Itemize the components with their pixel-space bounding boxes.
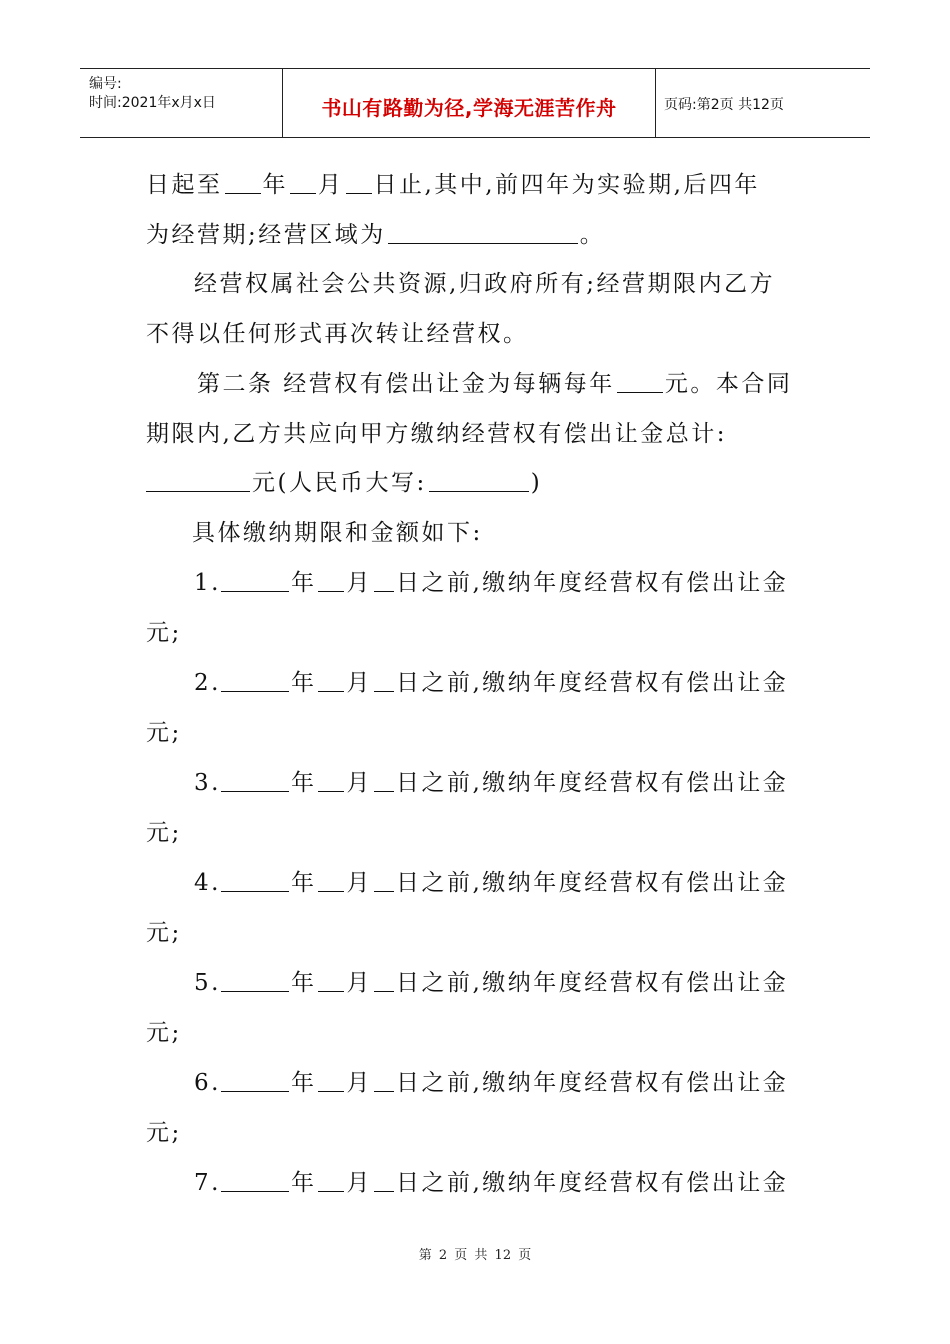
text-fragment: 日之前,缴纳年度经营权有偿出让金 [395,870,789,896]
text-line-1 [146,170,760,200]
blank-year [221,969,289,992]
text-fragment: 年 [290,1170,317,1196]
text-fragment: 月 [346,970,372,996]
text-fragment: 年 [262,172,288,198]
document-header [80,68,870,138]
text-fragment: 日之前,缴纳年度经营权有偿出让金 [395,770,789,796]
blank-day [374,669,394,692]
item-number: 2. [194,670,221,696]
payment-item [194,968,788,998]
item-number: 1. [194,570,221,596]
blank-year [221,1069,289,1092]
item-number: 3. [194,770,221,796]
blank-year [221,769,289,792]
text-fragment: 年 [290,870,317,896]
blank-region [388,221,578,244]
blank-month [318,869,344,892]
item-number: 4. [194,870,221,896]
text-fragment: 第二条 经营权有偿出让金为每辆每年 [197,371,615,397]
blank-total-amount-capital [429,469,529,492]
item-number: 5. [194,970,221,996]
text-fragment: 日之前,缴纳年度经营权有偿出让金 [395,670,789,696]
blank-year [221,1169,289,1192]
header-left-cell [80,69,282,137]
blank-month [318,1069,344,1092]
text-fragment: 年 [290,670,317,696]
text-fragment: 为经营期;经营区域为 [146,222,386,248]
text-fragment: 日之前,缴纳年度经营权有偿出让金 [395,970,789,996]
payment-item [194,1068,788,1098]
text-fragment: 月 [346,770,372,796]
blank-day [374,569,394,592]
text-fragment: 年 [290,1070,317,1096]
page-footer: 第 2 页 共 12 页 [418,1248,532,1263]
item-number: 6. [194,1070,221,1096]
payment-item [194,868,788,898]
blank-day [374,869,394,892]
payment-item-end: 元; [146,620,182,646]
text-fragment: 年 [290,970,317,996]
item-number: 7. [194,1170,221,1196]
document-date-label: 时间:2021年x月x日 [89,95,216,111]
text-fragment: 月 [346,1170,372,1196]
text-fragment: 月 [346,870,372,896]
text-fragment: 月 [318,172,344,198]
text-fragment: 月 [346,670,372,696]
blank-day [374,1169,394,1192]
blank-annual-fee [617,370,663,393]
payment-item [194,668,788,698]
document-number-label: 编号: [89,76,122,92]
text-fragment: 日起至 [146,172,223,198]
payment-item [194,1168,788,1198]
header-page-number: 页码:第2页 共12页 [664,97,784,113]
text-fragment: 日之前,缴纳年度经营权有偿出让金 [395,1070,789,1096]
text-fragment: 月 [346,570,372,596]
text-fragment: 日止,其中,前四年为实验期,后四年 [373,172,760,198]
text-fragment: 年 [290,570,317,596]
text-line-2 [146,220,605,250]
payment-item [194,768,788,798]
payment-item-end: 元; [146,1120,182,1146]
text-fragment: 日之前,缴纳年度经营权有偿出让金 [395,570,789,596]
text-line-3: 经营权属社会公共资源,归政府所有;经营期限内乙方 [194,271,776,297]
blank-total-amount [146,469,250,492]
blank-day [374,1069,394,1092]
text-line-6: 期限内,乙方共应向甲方缴纳经营权有偿出让金总计: [146,421,728,447]
blank-month [318,1169,344,1192]
blank-year [221,569,289,592]
blank-day [374,969,394,992]
text-fragment: 年 [290,770,317,796]
blank-month [318,969,344,992]
payment-item-end: 元; [146,920,182,946]
text-fragment: 元。本合同 [664,371,793,397]
header-page-cell [655,69,870,137]
blank-month [318,569,344,592]
payment-item [194,568,788,598]
text-line-4: 不得以任何形式再次转让经营权。 [146,321,529,347]
text-fragment: 元(人民币大写: [252,470,427,496]
text-fragment: 。 [579,222,606,248]
text-fragment: ) [530,470,543,496]
blank-month [290,171,316,194]
blank-month [318,669,344,692]
blank-day [346,171,372,194]
blank-day [374,769,394,792]
text-fragment: 日之前,缴纳年度经营权有偿出让金 [395,1170,789,1196]
text-line-8: 具体缴纳期限和金额如下: [192,520,483,546]
blank-month [318,769,344,792]
blank-year [221,869,289,892]
header-motto: 书山有路勤为径,学海无涯苦作舟 [321,96,617,120]
article-2-line [197,369,792,399]
payment-item-end: 元; [146,720,182,746]
payment-item-end: 元; [146,820,182,846]
payment-item-end: 元; [146,1020,182,1046]
blank-year [225,171,261,194]
text-fragment: 月 [346,1070,372,1096]
text-line-7 [146,468,542,498]
blank-year [221,669,289,692]
header-motto-cell [282,69,656,137]
